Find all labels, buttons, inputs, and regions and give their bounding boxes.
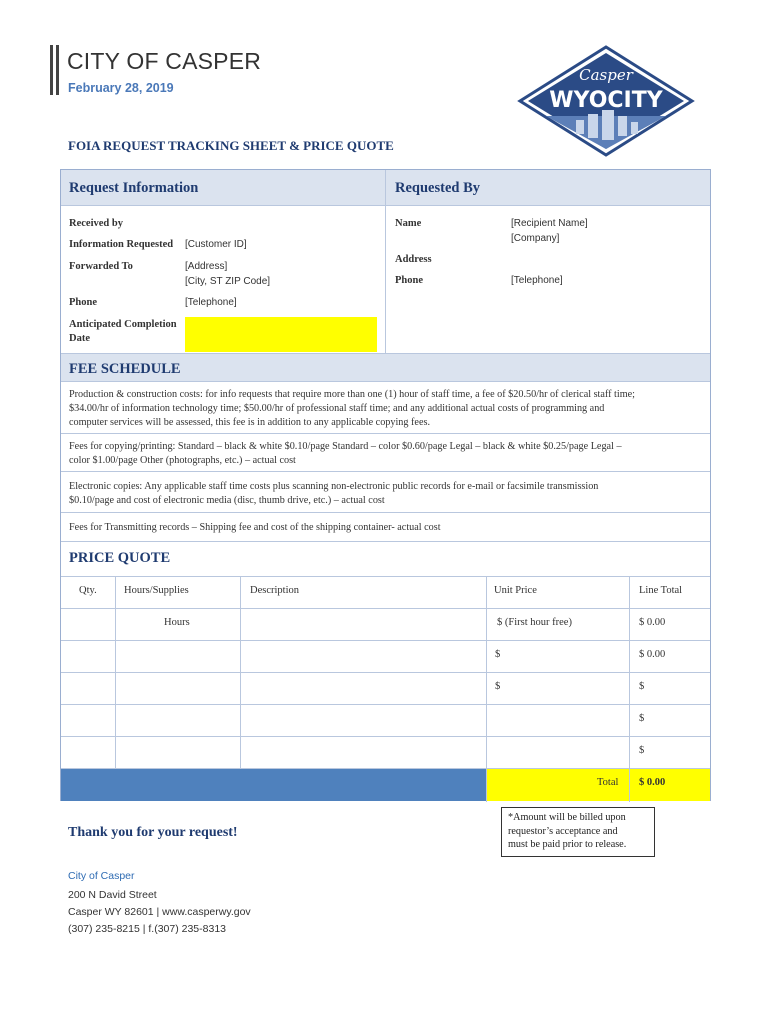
wyocity-logo [516,44,696,158]
fee-production-line2: $34.00/hr of information technology time; $50.00/hr of professional staff time; and any additional actual costs of programming and [69,403,605,414]
col-header-qty: Qty. [79,585,97,596]
logo-script-text: Casper [579,66,633,84]
document-title: FOIA REQUEST TRACKING SHEET & PRICE QUOTE [68,138,394,153]
org-name: CITY OF CASPER [67,48,262,74]
billing-note [501,807,655,857]
row-divider [61,608,710,609]
phone-label: Phone [69,297,98,308]
price-quote-title: PRICE QUOTE [69,550,171,566]
fee-electronic-line1: Electronic copies: Any applicable staff time costs plus scanning non-electronic public records for e-mail or facsimile transmission [69,481,599,492]
row-divider [61,541,710,542]
thank-you-message: Thank you for your request! [68,825,238,840]
recipient-name-value[interactable]: [Recipient Name] [511,218,588,229]
row-divider [61,640,710,641]
row1-line-total[interactable]: $ 0.00 [639,617,666,628]
row-divider [61,433,710,434]
address-label: Address [395,254,432,265]
logo-word-text: WYOCITY [549,88,663,113]
total-bar [61,769,486,801]
received-by-label: Received by [69,218,123,229]
row-divider [61,205,710,206]
completion-date-field[interactable] [185,317,377,352]
row-divider [61,381,710,382]
document-date: February 28, 2019 [68,81,174,95]
row5-line-total[interactable]: $ [639,745,645,756]
row3-line-total[interactable]: $ [639,681,645,692]
column-divider [385,170,386,353]
footer-phones: (307) 235-8215 | f.(307) 235-8313 [68,923,227,935]
total-label: Total [597,777,619,788]
forwarded-to-address[interactable]: [Address] [185,261,228,272]
footer-city-line: Casper WY 82601 | www.casperwy.gov [68,906,251,918]
header-accent-bar [56,45,59,95]
row-divider [61,576,710,577]
company-value[interactable]: [Company] [511,233,560,244]
row-divider [61,512,710,513]
completion-date-label-line2: Date [69,333,90,344]
row-divider [61,672,710,673]
completion-date-label: Anticipated Completion [69,319,177,330]
row-divider [61,704,710,705]
fee-copying-line1: Fees for copying/printing: Standard – black & white $0.10/page Standard – color $0.60/page Legal – black & white $0.25/page Legal – [69,441,622,452]
footer-city: City of Casper [68,870,135,882]
note-line3: must be paid prior to release. [508,839,627,850]
row-divider [61,471,710,472]
col-header-description: Description [250,585,299,596]
row3-unit-price[interactable]: $ [495,681,501,692]
column-divider [115,576,116,770]
fee-production-line3: computer services will be assessed, this fee is in addition to any applicable copying fees. [69,417,430,428]
info-requested-value[interactable]: [Customer ID] [185,239,247,250]
footer-street: 200 N David Street [68,889,157,901]
requested-by-title: Requested By [395,180,480,196]
row2-unit-price[interactable]: $ [495,649,501,660]
forwarded-to-label: Forwarded To [69,261,133,272]
fee-electronic-line2: $0.10/page and cost of electronic media (disc, thumb drive, etc.) – actual cost [69,495,385,506]
note-line2: requestor’s acceptance and [508,825,618,837]
note-line1: *Amount will be billed upon [508,812,626,823]
requester-phone-label: Phone [395,275,424,286]
col-header-line-total: Line Total [639,585,683,596]
col-header-hours: Hours/Supplies [124,585,189,596]
fee-production-line1: Production & construction costs: for info requests that require more than one (1) hour of staff time, a fee of $20.50/hr of clerical staff time; [69,389,635,400]
fee-transmitting-line: Fees for Transmitting records – Shipping fee and cost of the shipping container- actual cost [69,522,441,533]
request-info-title: Request Information [69,180,199,196]
row1-unit-price[interactable]: $ (First hour free) [497,617,572,628]
info-requested-label: Information Requested [69,239,174,250]
foia-form-table [60,169,711,801]
fee-copying-line2: color $1.00/page Other (photographs, etc.) – actual cost [69,455,296,466]
phone-value[interactable]: [Telephone] [185,297,237,308]
row1-hours[interactable]: Hours [164,617,190,628]
forwarded-to-city[interactable]: [City, ST ZIP Code] [185,276,271,287]
col-header-unit-price: Unit Price [494,585,537,596]
name-label: Name [395,218,422,229]
requester-phone-value[interactable]: [Telephone] [511,275,563,286]
fee-schedule-title: FEE SCHEDULE [69,361,181,377]
column-divider [240,576,241,770]
row2-line-total[interactable]: $ 0.00 [639,649,666,660]
row-divider [61,736,710,737]
header-accent-bar [50,45,53,95]
row4-line-total[interactable]: $ [639,713,645,724]
total-value: $ 0.00 [639,777,666,788]
